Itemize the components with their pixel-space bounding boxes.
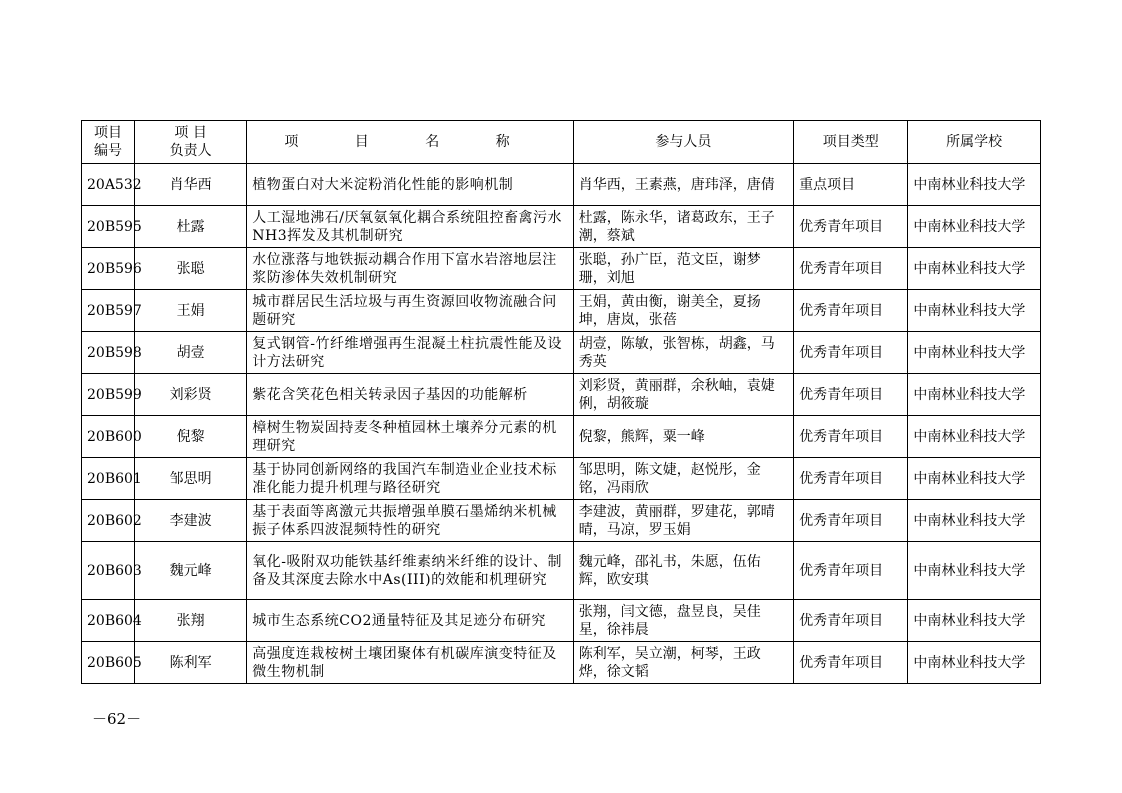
project-type-cell: 重点项目	[794, 164, 908, 206]
project-type-cell: 优秀青年项目	[794, 500, 908, 542]
project-type-cell: 优秀青年项目	[794, 206, 908, 248]
leader-cell: 陈利军	[135, 642, 247, 684]
leader-cell: 刘彩贤	[135, 374, 247, 416]
table-row	[82, 600, 1041, 642]
members-cell: 肖华西，王素燕，唐玮泽，唐倩	[573, 164, 793, 206]
school-cell: 中南林业科技大学	[908, 290, 1041, 332]
school-cell: 中南林业科技大学	[908, 642, 1041, 684]
table-row	[82, 206, 1041, 248]
project-name-cell: 氧化-吸附双功能铁基纤维素纳米纤维的设计、制备及其深度去除水中As(III)的效能和机理研究	[247, 542, 573, 600]
table-row	[82, 332, 1041, 374]
project-name-cell: 紫花含笑花色相关转录因子基因的功能解析	[247, 374, 573, 416]
project-table	[81, 120, 1041, 684]
members-cell: 邹思明，陈文婕，赵悦彤，金铭，冯雨欣	[573, 458, 793, 500]
project-name-cell: 水位涨落与地铁振动耦合作用下富水岩溶地层注浆防渗体失效机制研究	[247, 248, 573, 290]
project-type-cell: 优秀青年项目	[794, 416, 908, 458]
page-number: －62－	[92, 710, 142, 728]
project-type-cell: 优秀青年项目	[794, 458, 908, 500]
leader-cell: 胡壹	[135, 332, 247, 374]
header-type: 项目类型	[794, 121, 908, 164]
project-id-cell: 20B602	[82, 500, 135, 542]
project-name-cell: 基于表面等离激元共振增强单膜石墨烯纳米机械振子体系四波混频特性的研究	[247, 500, 573, 542]
project-type-cell: 优秀青年项目	[794, 542, 908, 600]
table-row	[82, 458, 1041, 500]
project-name-cell: 基于协同创新网络的我国汽车制造业企业技术标准化能力提升机理与路径研究	[247, 458, 573, 500]
school-cell: 中南林业科技大学	[908, 332, 1041, 374]
project-id-cell: 20B601	[82, 458, 135, 500]
project-id-cell: 20B599	[82, 374, 135, 416]
leader-cell: 王娟	[135, 290, 247, 332]
school-cell: 中南林业科技大学	[908, 542, 1041, 600]
project-name-cell: 复式钢管-竹纤维增强再生混凝土柱抗震性能及设计方法研究	[247, 332, 573, 374]
table-header-row	[82, 121, 1041, 164]
leader-cell: 魏元峰	[135, 542, 247, 600]
header-school: 所属学校	[908, 121, 1041, 164]
school-cell: 中南林业科技大学	[908, 500, 1041, 542]
leader-cell: 倪黎	[135, 416, 247, 458]
table-row	[82, 290, 1041, 332]
project-id-cell: 20B596	[82, 248, 135, 290]
header-id: 项目 编号	[82, 121, 135, 164]
table-row	[82, 248, 1041, 290]
members-cell: 倪黎，熊辉，粟一峰	[573, 416, 793, 458]
table-row	[82, 542, 1041, 600]
project-type-cell: 优秀青年项目	[794, 248, 908, 290]
project-type-cell: 优秀青年项目	[794, 600, 908, 642]
school-cell: 中南林业科技大学	[908, 458, 1041, 500]
project-id-cell: 20B603	[82, 542, 135, 600]
project-name-cell: 城市群居民生活垃圾与再生资源回收物流融合问题研究	[247, 290, 573, 332]
project-name-cell: 樟树生物炭固持麦冬种植园林土壤养分元素的机理研究	[247, 416, 573, 458]
table-row	[82, 642, 1041, 684]
project-name-cell: 高强度连栽桉树土壤团聚体有机碳库演变特征及微生物机制	[247, 642, 573, 684]
leader-cell: 肖华西	[135, 164, 247, 206]
members-cell: 胡壹，陈敏，张智栋，胡鑫，马秀英	[573, 332, 793, 374]
table-row	[82, 164, 1041, 206]
school-cell: 中南林业科技大学	[908, 248, 1041, 290]
school-cell: 中南林业科技大学	[908, 206, 1041, 248]
project-type-cell: 优秀青年项目	[794, 374, 908, 416]
school-cell: 中南林业科技大学	[908, 164, 1041, 206]
header-members: 参与人员	[573, 121, 793, 164]
members-cell: 李建波，黄丽群，罗建花，郭晴晴，马凉，罗玉娟	[573, 500, 793, 542]
project-id-cell: 20B595	[82, 206, 135, 248]
school-cell: 中南林业科技大学	[908, 600, 1041, 642]
table-row	[82, 500, 1041, 542]
leader-cell: 李建波	[135, 500, 247, 542]
header-leader: 项 目 负责人	[135, 121, 247, 164]
project-name-cell: 人工湿地沸石/厌氧氨氧化耦合系统阻控畜禽污水NH3挥发及其机制研究	[247, 206, 573, 248]
project-name-cell: 植物蛋白对大米淀粉消化性能的影响机制	[247, 164, 573, 206]
leader-cell: 邹思明	[135, 458, 247, 500]
project-id-cell: 20B597	[82, 290, 135, 332]
members-cell: 刘彩贤，黄丽群，余秋岫，袁婕俐，胡筱璇	[573, 374, 793, 416]
project-id-cell: 20B600	[82, 416, 135, 458]
header-name: 项 目 名 称	[247, 121, 573, 164]
members-cell: 魏元峰，邵礼书，朱愿，伍佑辉，欧安琪	[573, 542, 793, 600]
school-cell: 中南林业科技大学	[908, 416, 1041, 458]
leader-cell: 杜露	[135, 206, 247, 248]
table-row	[82, 416, 1041, 458]
project-type-cell: 优秀青年项目	[794, 332, 908, 374]
leader-cell: 张翔	[135, 600, 247, 642]
school-cell: 中南林业科技大学	[908, 374, 1041, 416]
project-id-cell: 20B604	[82, 600, 135, 642]
members-cell: 张翔，闫文德，盘昱良，吴佳星，徐祎晨	[573, 600, 793, 642]
project-type-cell: 优秀青年项目	[794, 642, 908, 684]
project-type-cell: 优秀青年项目	[794, 290, 908, 332]
project-id-cell: 20A532	[82, 164, 135, 206]
project-id-cell: 20B605	[82, 642, 135, 684]
members-cell: 王娟，黄由衡，谢美全，夏扬坤，唐岚，张蓓	[573, 290, 793, 332]
project-name-cell: 城市生态系统CO2通量特征及其足迹分布研究	[247, 600, 573, 642]
project-id-cell: 20B598	[82, 332, 135, 374]
members-cell: 陈利军，吴立潮，柯琴，王政烨，徐文韬	[573, 642, 793, 684]
leader-cell: 张聪	[135, 248, 247, 290]
members-cell: 张聪，孙广臣，范文臣，谢梦珊，刘旭	[573, 248, 793, 290]
members-cell: 杜露，陈永华，诸葛政东，王子潮，蔡斌	[573, 206, 793, 248]
table-row	[82, 374, 1041, 416]
